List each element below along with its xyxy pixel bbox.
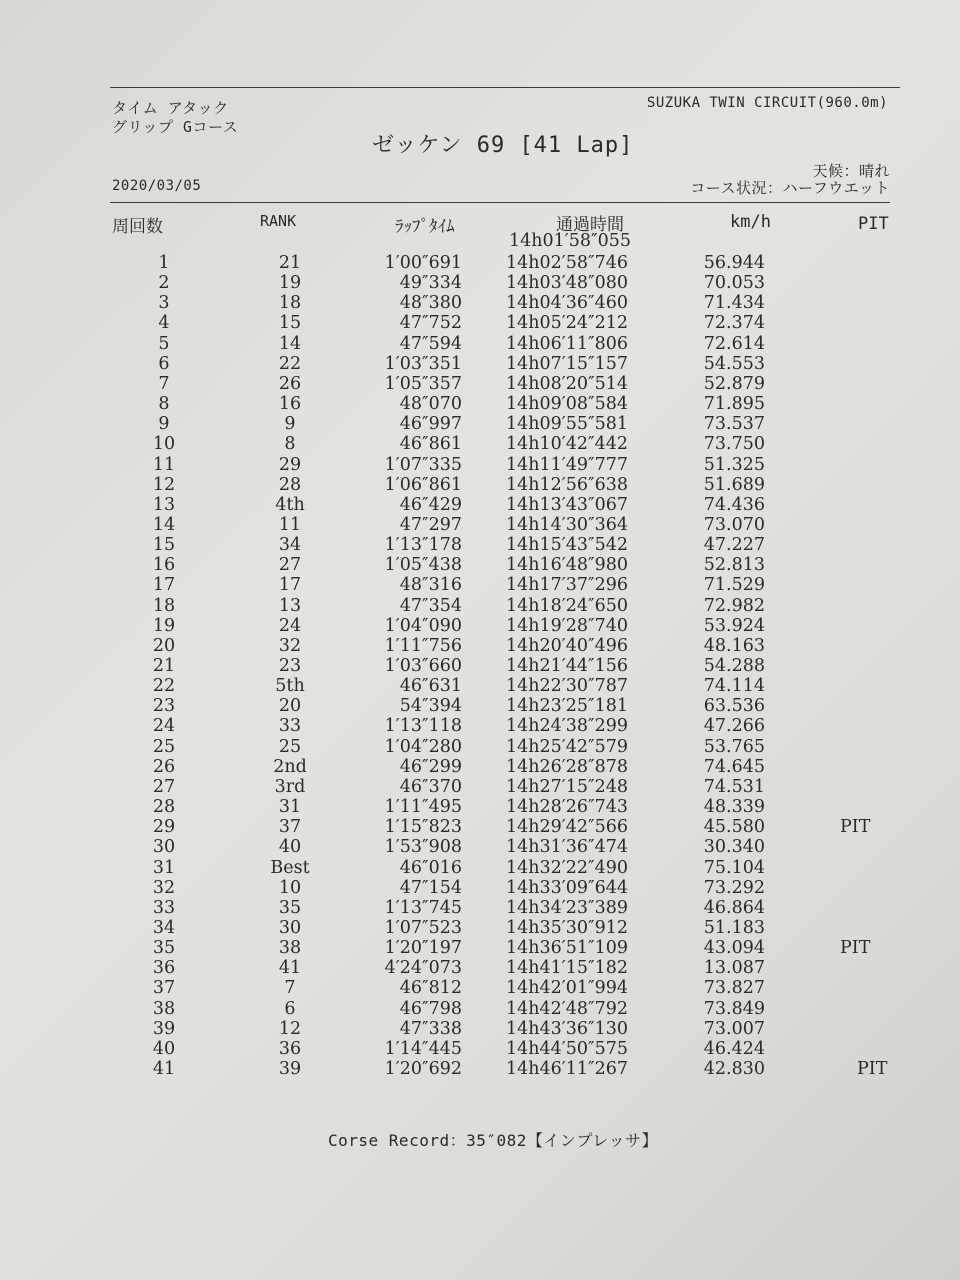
speed: 74.114 xyxy=(703,676,765,697)
passing-time: 14h04′36″460 xyxy=(506,293,628,314)
rank: 17 xyxy=(278,575,302,596)
course-record: Corse Record：35″082【インプレッサ】 xyxy=(328,1131,659,1150)
pit-flag: PIT xyxy=(840,817,871,838)
lap-number: 10 xyxy=(152,434,176,455)
lap-number: 15 xyxy=(152,535,176,556)
rank: 10 xyxy=(278,877,302,898)
speed: 53.765 xyxy=(703,736,765,757)
lap-time: 4′24″073 xyxy=(384,958,462,979)
rank: 35 xyxy=(278,897,302,918)
lap-number: 1 xyxy=(158,253,170,273)
rank: 37 xyxy=(278,817,302,838)
lap-time: 1′00″691 xyxy=(384,253,462,273)
passing-time: 14h18′24″650 xyxy=(506,595,628,616)
lap-time: 1′05″438 xyxy=(384,555,462,576)
lap-number: 31 xyxy=(152,857,176,878)
passing-time: 14h17′37″296 xyxy=(506,575,628,596)
lap-time: 47″594 xyxy=(399,333,462,354)
speed: 47.227 xyxy=(703,535,765,556)
speed: 73.750 xyxy=(703,434,765,455)
speed: 51.689 xyxy=(703,474,765,495)
lap-time: 1′11″495 xyxy=(384,797,462,818)
speed: 46.864 xyxy=(703,897,765,918)
rank: 8 xyxy=(284,434,296,455)
lap-number: 20 xyxy=(152,635,176,656)
lap-number: 35 xyxy=(152,938,176,959)
speed: 73.007 xyxy=(703,1018,765,1039)
lap-time: 54″394 xyxy=(399,696,462,717)
passing-time: 14h07′15″157 xyxy=(506,353,628,374)
lap-time: 1′07″335 xyxy=(384,454,462,475)
passing-time: 14h06′11″806 xyxy=(506,333,628,354)
lap-number: 26 xyxy=(152,756,176,777)
lap-number: 12 xyxy=(152,474,176,495)
speed: 53.924 xyxy=(703,615,765,636)
lap-number: 8 xyxy=(158,394,170,415)
speed: 52.813 xyxy=(703,555,765,576)
speed: 71.434 xyxy=(703,293,765,314)
speed: 73.292 xyxy=(703,877,765,898)
lap-number: 22 xyxy=(152,676,176,697)
rank: 15 xyxy=(278,313,302,334)
circuit-name: SUZUKA TWIN CIRCUIT(960.0m) xyxy=(646,95,888,111)
speed: 74.531 xyxy=(703,776,765,797)
passing-time: 14h24′38″299 xyxy=(506,716,628,737)
speed: 47.266 xyxy=(703,716,765,737)
passing-time: 14h26′28″878 xyxy=(506,756,628,777)
rank: 13 xyxy=(278,595,302,616)
page-title: ゼッケン 69 [41 Lap] xyxy=(372,133,634,158)
course-name: グリップ Gコース xyxy=(112,118,239,136)
passing-time: 14h09′55″581 xyxy=(506,414,628,435)
speed: 72.982 xyxy=(703,595,765,616)
rank: 16 xyxy=(278,394,302,415)
lap-time: 47″752 xyxy=(399,313,462,334)
passing-time: 14h21′44″156 xyxy=(506,656,628,676)
lap-time: 1′11″756 xyxy=(384,635,462,656)
lap-number: 2 xyxy=(158,273,170,294)
lap-number: 9 xyxy=(158,414,170,435)
rank: 7 xyxy=(284,978,296,999)
lap-number: 33 xyxy=(152,897,176,918)
lap-number: 36 xyxy=(152,958,176,979)
lap-time: 1′04″280 xyxy=(384,736,462,757)
lap-time: 1′14″445 xyxy=(384,1038,462,1059)
rank: 12 xyxy=(278,1018,302,1039)
passing-time: 14h05′24″212 xyxy=(506,313,628,334)
lap-time: 47″338 xyxy=(399,1018,462,1039)
passing-time: 14h42′01″994 xyxy=(506,978,628,999)
passing-time: 14h03′48″080 xyxy=(506,273,628,294)
rank: 2nd xyxy=(273,756,307,777)
speed: 71.895 xyxy=(703,394,765,415)
lap-number: 11 xyxy=(152,454,176,475)
speed: 71.529 xyxy=(703,575,765,596)
rank: 19 xyxy=(278,273,302,294)
rank: 26 xyxy=(278,373,302,394)
lap-time: 46″370 xyxy=(399,776,462,797)
lap-time: 1′53″908 xyxy=(384,837,462,858)
passing-time: 14h23′25″181 xyxy=(506,696,628,717)
lap-number: 21 xyxy=(152,656,176,676)
passing-time: 14h46′11″267 xyxy=(506,1059,628,1079)
lap-time: 1′03″660 xyxy=(384,656,462,676)
rank: 24 xyxy=(278,615,302,636)
speed: 48.163 xyxy=(703,635,765,656)
lap-time: 46″861 xyxy=(399,434,462,455)
speed: 75.104 xyxy=(703,857,765,878)
rank: 14 xyxy=(278,333,302,354)
speed: 42.830 xyxy=(703,1059,765,1079)
speed: 72.614 xyxy=(703,333,765,354)
rank: 21 xyxy=(278,253,302,273)
lap-time: 1′13″178 xyxy=(384,535,462,556)
rank: 6 xyxy=(284,998,296,1019)
lap-number: 5 xyxy=(158,333,170,354)
lap-number: 18 xyxy=(152,595,176,616)
passing-time: 14h12′56″638 xyxy=(506,474,628,495)
passing-time: 14h34′23″389 xyxy=(506,897,628,918)
rank: 33 xyxy=(278,716,302,737)
speed: 46.424 xyxy=(703,1038,765,1059)
rank: 20 xyxy=(278,696,302,717)
speed: 51.183 xyxy=(703,917,765,938)
speed: 48.339 xyxy=(703,797,765,818)
passing-time: 14h16′48″980 xyxy=(506,555,628,576)
session-type: タイム アタック xyxy=(112,99,229,117)
lap-time: 46″997 xyxy=(399,414,462,435)
passing-time: 14h32′22″490 xyxy=(506,857,628,878)
speed: 13.087 xyxy=(703,958,765,979)
top-rule xyxy=(110,87,900,88)
start-time: 14h01′58″055 xyxy=(509,231,631,251)
passing-time: 14h02′58″746 xyxy=(506,253,628,273)
passing-time: 14h42′48″792 xyxy=(506,998,628,1019)
rank: 31 xyxy=(278,797,302,818)
passing-time: 14h31′36″474 xyxy=(506,837,628,858)
lap-number: 32 xyxy=(152,877,176,898)
rank: 11 xyxy=(278,514,302,535)
passing-time: 14h10′42″442 xyxy=(506,434,628,455)
speed: 51.325 xyxy=(703,454,765,475)
speed: 43.094 xyxy=(703,938,765,959)
passing-time: 14h44′50″575 xyxy=(506,1038,628,1059)
lap-time: 47″154 xyxy=(399,877,462,898)
passing-time: 14h08′20″514 xyxy=(506,373,628,394)
passing-time: 14h19′28″740 xyxy=(506,615,628,636)
lap-time: 1′13″745 xyxy=(384,897,462,918)
passing-time: 14h11′49″777 xyxy=(506,454,628,475)
lap-time: 48″070 xyxy=(399,394,462,415)
lap-number: 3 xyxy=(158,293,170,314)
lap-time: 46″798 xyxy=(399,998,462,1019)
rank: 30 xyxy=(278,917,302,938)
lap-number: 13 xyxy=(152,494,176,515)
passing-time: 14h09′08″584 xyxy=(506,394,628,415)
speed: 72.374 xyxy=(703,313,765,334)
passing-time: 14h28′26″743 xyxy=(506,797,628,818)
weather: 天候：晴れ xyxy=(812,162,890,180)
rank: 38 xyxy=(278,938,302,959)
rank: 28 xyxy=(278,474,302,495)
lap-time: 1′20″197 xyxy=(384,938,462,959)
passing-time: 14h15′43″542 xyxy=(506,535,628,556)
passing-time: 14h14′30″364 xyxy=(506,514,628,535)
speed: 73.849 xyxy=(703,998,765,1019)
lap-number: 29 xyxy=(152,817,176,838)
lap-time: 1′05″357 xyxy=(384,373,462,394)
speed: 30.340 xyxy=(703,837,765,858)
lap-number: 17 xyxy=(152,575,176,596)
lap-time: 46″812 xyxy=(399,978,462,999)
passing-time: 14h36′51″109 xyxy=(506,938,628,959)
passing-time: 14h41′15″182 xyxy=(506,958,628,979)
lap-time: 1′03″351 xyxy=(384,353,462,374)
lap-number: 27 xyxy=(152,776,176,797)
passing-time: 14h13′43″067 xyxy=(506,494,628,515)
speed: 73.070 xyxy=(703,514,765,535)
lap-time: 46″429 xyxy=(399,494,462,515)
lap-time: 46″016 xyxy=(399,857,462,878)
lap-number: 30 xyxy=(152,837,176,858)
rank: 9 xyxy=(284,414,296,435)
lap-time: 1′07″523 xyxy=(384,917,462,938)
passing-time: 14h22′30″787 xyxy=(506,676,628,697)
rank: 5th xyxy=(275,676,305,697)
speed: 73.827 xyxy=(703,978,765,999)
lap-time: 1′20″692 xyxy=(384,1059,462,1079)
lap-time: 46″631 xyxy=(399,676,462,697)
rank: 32 xyxy=(278,635,302,656)
speed: 74.436 xyxy=(703,494,765,515)
col-lap: 周回数 xyxy=(112,217,163,237)
speed: 45.580 xyxy=(703,817,765,838)
rank: 27 xyxy=(278,555,302,576)
speed: 63.536 xyxy=(703,696,765,717)
lap-time: 47″297 xyxy=(399,514,462,535)
rank: 4th xyxy=(275,494,305,515)
col-rank: RANK xyxy=(260,212,297,230)
rank: 34 xyxy=(278,535,302,556)
lap-number: 14 xyxy=(152,514,176,535)
col-pit: PIT xyxy=(858,214,889,234)
rank: 41 xyxy=(278,958,302,979)
lap-time: 1′04″090 xyxy=(384,615,462,636)
col-speed: km/h xyxy=(730,212,771,232)
rank: 39 xyxy=(278,1059,302,1079)
pit-flag: PIT xyxy=(857,1059,888,1079)
speed: 70.053 xyxy=(703,273,765,294)
course-condition: コース状況：ハーフウエット xyxy=(690,179,890,197)
lap-number: 41 xyxy=(152,1059,176,1079)
lap-number: 6 xyxy=(158,353,170,374)
passing-time: 14h43′36″130 xyxy=(506,1018,628,1039)
header-rule xyxy=(110,202,890,203)
passing-time: 14h27′15″248 xyxy=(506,776,628,797)
date: 2020/03/05 xyxy=(112,178,202,194)
speed: 54.553 xyxy=(703,353,765,374)
pit-flag: PIT xyxy=(840,938,871,959)
lap-number: 23 xyxy=(152,696,176,717)
rank: 29 xyxy=(278,454,302,475)
col-passing-time: 通過時間 xyxy=(556,215,624,235)
lap-time: 1′15″823 xyxy=(384,817,462,838)
speed: 56.944 xyxy=(703,253,765,273)
lap-number: 28 xyxy=(152,797,176,818)
passing-time: 14h33′09″644 xyxy=(506,877,628,898)
rank: 22 xyxy=(278,353,302,374)
lap-number: 24 xyxy=(152,716,176,737)
passing-time: 14h35′30″912 xyxy=(506,917,628,938)
rank: 3rd xyxy=(274,776,306,797)
passing-time: 14h25′42″579 xyxy=(506,736,628,757)
lap-time: 47″354 xyxy=(399,595,462,616)
rank: 18 xyxy=(278,293,302,314)
speed: 52.879 xyxy=(703,373,765,394)
lap-number: 25 xyxy=(152,736,176,757)
lap-number: 40 xyxy=(152,1038,176,1059)
rank: Best xyxy=(270,857,310,878)
rank: 25 xyxy=(278,736,302,757)
passing-time: 14h29′42″566 xyxy=(506,817,628,838)
lap-number: 7 xyxy=(158,373,170,394)
lap-number: 37 xyxy=(152,978,176,999)
lap-number: 16 xyxy=(152,555,176,576)
speed: 54.288 xyxy=(703,656,765,676)
rank: 23 xyxy=(278,656,302,676)
lap-time: 48″380 xyxy=(399,293,462,314)
lap-time: 48″316 xyxy=(399,575,462,596)
lap-time: 46″299 xyxy=(399,756,462,777)
lap-time: 1′06″861 xyxy=(384,474,462,495)
speed: 73.537 xyxy=(703,414,765,435)
lap-number: 39 xyxy=(152,1018,176,1039)
rank: 40 xyxy=(278,837,302,858)
lap-number: 19 xyxy=(152,615,176,636)
passing-time: 14h20′40″496 xyxy=(506,635,628,656)
lap-number: 38 xyxy=(152,998,176,1019)
lap-number: 34 xyxy=(152,917,176,938)
lap-number: 4 xyxy=(158,313,170,334)
rank: 36 xyxy=(278,1038,302,1059)
lap-time: 49″334 xyxy=(399,273,462,294)
col-lap-time: ﾗｯﾌﾟﾀｲﾑ xyxy=(395,217,455,237)
lap-time: 1′13″118 xyxy=(384,716,462,737)
speed: 74.645 xyxy=(703,756,765,777)
